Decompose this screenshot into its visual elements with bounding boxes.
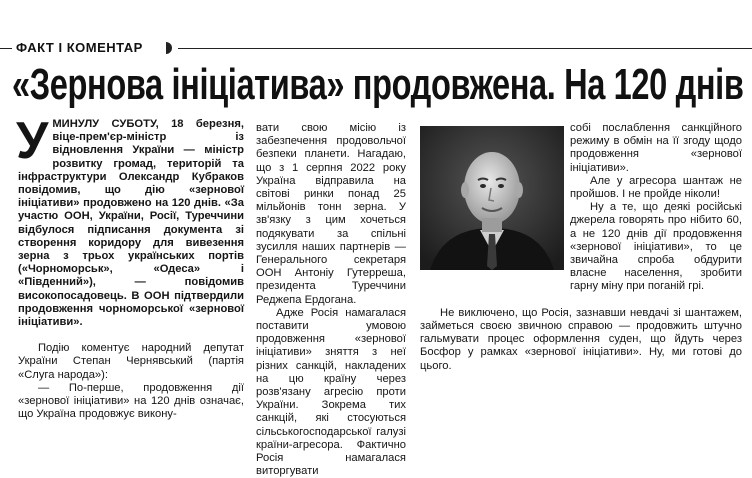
paragraph: Але у агресора шантаж не пройшов. І не пройде ніколи! [570, 174, 742, 201]
rubric-line-left [0, 48, 12, 49]
article-column-3-tail [420, 296, 742, 384]
dropcap: У [16, 112, 49, 170]
rubric-line-right [178, 48, 752, 49]
lead-paragraph [16, 112, 244, 329]
rubric-label: ФАКТ І КОМЕНТАР [16, 40, 143, 55]
portrait-image [420, 126, 564, 270]
rubric [0, 38, 752, 58]
lead-text: МИНУЛУ СУБОТУ, 18 березня, віце-прем'єр-міністр із відновлення України — міністр розвитку громад, територій та інфраструктури Олександр Кубраков повідомив, що дію «зернової ініціативи» продовжено на 120 днів. «За участю ООН, України, Росії, Туреччини відбулося підписання документа зі створення коридору для вивезення зерна з трьох українських портів («Чорноморськ», «Одеса» і «Південний»), — повідомив високопосадовець. В ООН підтвердили продовження чорноморської «зернової ініціативи». [18, 118, 244, 329]
headline: «Зернова ініціатива» продовжена. На 120 днів [12, 60, 744, 109]
portrait-photo [420, 126, 564, 270]
article-column-2 [256, 122, 406, 478]
article-column-1 [16, 112, 244, 421]
paragraph: Ну а те, що деякі російські джерела говорять про нібито 60, а не 120 днів дії продовження «зернової ініціативи», то це звичайна спроба обдурити власне населення, зробити гарну міну при поганій грі. [570, 201, 742, 293]
rubric-half-circle-icon [164, 42, 174, 54]
article-column-3 [570, 122, 742, 294]
paragraph: вати свою місію із забезпечення продовольчої безпеки планети. Нагадаю, що з 1 серпня 2022 року Україна відправила на світові ринки понад 25 мільйонів тонн зерна. У зв'язку з цим хочеться подякувати за спільні зусилля наших партнерів — Генерального секретаря ООН Антоніу Гутерреша, президента Туреччини Реджепа Ердогана. [256, 122, 406, 306]
paragraph: Подію коментує народний депутат України Степан Чернявський (партія «Слуга народа»): [18, 342, 244, 381]
paragraph: — По-перше, продовження дії «зернової ініціативи» на 120 днів означає, що Україна продовжує викону- [18, 381, 244, 421]
paragraph: Адже Росія намагалася поставити умовою продовження «зернової ініціативи» зняття з неї різних санкцій, накладених на цю країну через розв'язану агресію проти України. Зокрема тих санкцій, які стосуються сільськогосподарської галузі країни-агресора. Фактично Росія намагалася виторгувати [256, 306, 406, 478]
paragraph: собі послаблення санкційного режиму в обмін на її згоду щодо продовження «зернової ініціативи». [570, 122, 742, 174]
paragraph: Не виключено, що Росія, зазнавши невдачі зі шантажем, займеться своєю звичною справою — продовжить штучно гальмувати процес оформлення суден, що йдуть через Босфор у рамках «зернової ініціативи». Ну, ми готові до цього. [420, 306, 742, 372]
